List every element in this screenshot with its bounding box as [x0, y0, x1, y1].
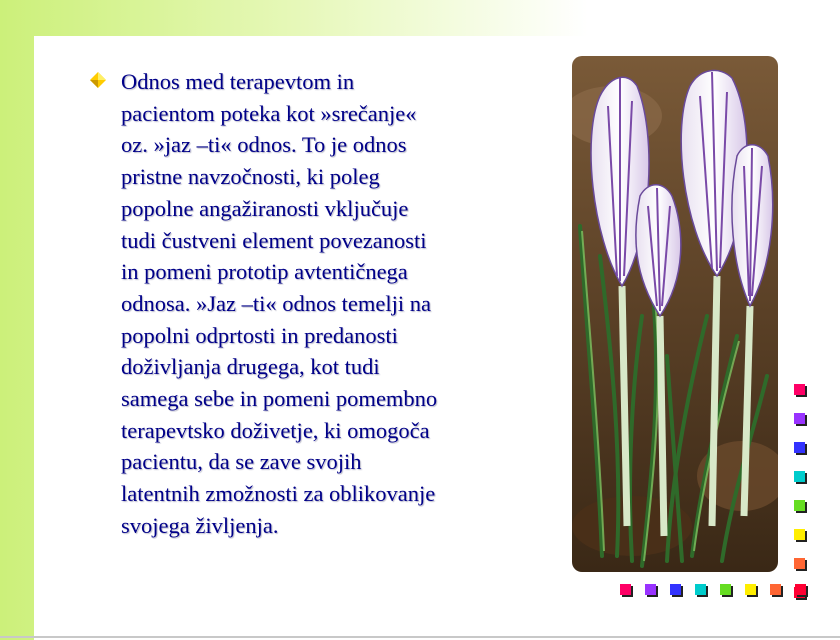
bottom-divider — [0, 636, 840, 638]
body-text-line: terapevtsko doživetje, ki omogoča — [121, 417, 430, 443]
body-text-line: svojega življenja. — [121, 512, 279, 538]
decor-square — [794, 384, 805, 395]
decor-square — [794, 500, 805, 511]
body-text-line: pacientu, da se zave svojih — [121, 449, 362, 475]
body-text-line: popolne angažiranosti vključuje — [121, 195, 409, 221]
decor-square — [720, 584, 731, 595]
decor-square — [645, 584, 656, 595]
diamond-bullet-icon — [90, 72, 106, 88]
body-text-line: oz. »jaz –ti« odnos. To je odnos — [121, 132, 407, 158]
decor-square — [794, 471, 805, 482]
decor-square — [794, 413, 805, 424]
decor-square — [695, 584, 706, 595]
decor-square — [795, 584, 806, 595]
body-text-line: popolni odprtosti in predanosti — [121, 322, 398, 348]
slide-body-text — [121, 66, 511, 542]
body-text-line: samega sebe in pomeni pomembno — [121, 386, 438, 412]
decor-square — [670, 584, 681, 595]
body-text-line: tudi čustveni element povezanosti — [121, 227, 427, 253]
body-text-line: in pomeni prototip avtentičnega — [121, 259, 408, 285]
body-text-line: latentnih zmožnosti za oblikovanje — [121, 481, 436, 507]
decor-square — [794, 442, 805, 453]
decor-square — [620, 584, 631, 595]
body-text-line: pacientom poteka kot »srečanje« — [121, 100, 417, 126]
body-text-line: odnosa. »Jaz –ti« odnos temelji na — [121, 290, 431, 316]
body-text-line: doživljanja drugega, kot tudi — [121, 354, 380, 380]
crocus-flowers-photo — [572, 56, 778, 572]
decor-square — [794, 529, 805, 540]
body-text-line: pristne navzočnosti, ki poleg — [121, 164, 380, 190]
decor-square — [794, 558, 805, 569]
decor-square — [770, 584, 781, 595]
decor-square — [745, 584, 756, 595]
body-text-line: Odnos med terapevtom in — [121, 69, 355, 94]
